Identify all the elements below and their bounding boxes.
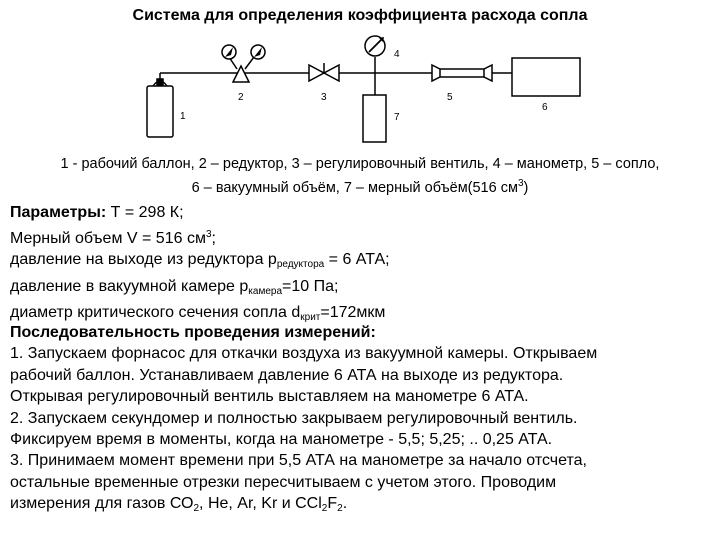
- label-4: 4: [394, 49, 400, 60]
- label-1: 1: [180, 111, 186, 122]
- label-5: 5: [447, 92, 453, 103]
- procedure-block: [10, 322, 715, 520]
- procedure-line: 2. Запускаем секундомер и полностью закрываем регулировочный вентиль.: [10, 409, 578, 427]
- param-reducer-pressure: давление на выходе из редуктора р: [10, 251, 277, 268]
- page-title: Система для определения коэффициента расхода сопла: [132, 7, 588, 24]
- label-2: 2: [238, 92, 244, 103]
- working-cylinder: [147, 86, 173, 137]
- param-volume: Мерный объем V = 516 см: [10, 229, 206, 247]
- procedure-line: рабочий баллон. Устанавливаем давление 6 АТА на выходе из редуктора.: [10, 366, 564, 384]
- label-7: 7: [394, 112, 400, 123]
- caption-line-2: 6 – вакуумный объём, 7 – мерный объём(516 см: [191, 180, 518, 196]
- procedure-line: остальные временные отрезки пересчитываем с учетом этого. Проводим: [10, 473, 557, 491]
- apparatus-diagram: [0, 30, 720, 150]
- procedure-heading: Последовательность проведения измерений:: [10, 324, 376, 341]
- parameters-heading: Параметры:: [10, 204, 107, 221]
- diagram-caption: 1 - рабочий баллон, 2 – редуктор, 3 – регулировочный вентиль, 4 – манометр, 5 – сопло, 6 – вакуумный объём, 7 – мерный объём(516 $см^3$): [20, 154, 700, 198]
- procedure-line: 3. Принимаем момент времени при 5,5 АТА на манометре за начало отсчета,: [10, 452, 587, 470]
- reducer: [233, 66, 249, 82]
- label-3: 3: [321, 92, 327, 103]
- parameters-block: Параметры: Т = 298 К; Мерный объем V = 516 $см^3$; давление на выходе из редуктора $р_{редуктора} = 6$ АТА; давление в вакуумной камере $р_{камера}=10$ Па; диаметр критического сечения сопла $d_{крит}=172мкм$: [10, 204, 390, 323]
- vacuum-volume: [512, 58, 580, 96]
- label-6: 6: [542, 102, 548, 113]
- procedure-line-gases: измерения для газов $СО_2$, Не, Ar, Kr и $CCl_2F_2$.: [10, 495, 348, 515]
- procedure-line: Открывая регулировочный вентиль выставляем на манометре 6 АТА.: [10, 388, 529, 406]
- param-temperature: Т = 298 К;: [106, 204, 184, 221]
- caption-line-1: 1 - рабочий баллон, 2 – редуктор, 3 – регулировочный вентиль, 4 – манометр, 5 – сопло,: [60, 156, 660, 172]
- param-chamber-pressure: давление в вакуумной камере р: [10, 277, 249, 295]
- procedure-line: Фиксируем время в моменты, когда на манометре - 5,5; 5,25; .. 0,25 АТА.: [10, 431, 553, 449]
- param-nozzle-diameter: диаметр критического сечения сопла d: [10, 304, 301, 321]
- nozzle: [432, 65, 492, 81]
- measuring-volume: [363, 95, 386, 142]
- procedure-line: 1. Запускаем форнасос для откачки воздуха из вакуумной камеры. Открываем: [10, 345, 598, 363]
